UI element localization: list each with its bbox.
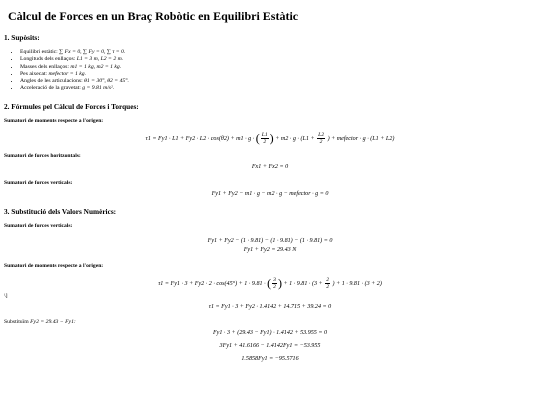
substitution-text: Substituïm Fy2 = 29.43 − Fy1: [4, 318, 76, 325]
equation-horizontal-forces: Fx1 + Fx2 = 0 [251, 163, 289, 170]
subheading-moments: Sumatori de moments respecte a l'origen: [4, 117, 104, 124]
document-title: Càlcul de Forces en un Braç Robòtic en Equilibri Estàtic [8, 9, 299, 23]
equation-substituted: Fy1 · 3 + (29.43 − Fy1) · 1.4142 + 53.955 = 0 [212, 329, 328, 336]
list-item: • Masses dels enllaços: m1 = 1 kg, m2 = 1 kg. [20, 64, 540, 71]
equation-torque-general: τ1 = Fy1 · L1 + Fy2 · L2 · cos(θ2) + m1 · g · ( $\frac{L1}{2}$ ) + m2 · g · (L1 + $\frac{L2}{2}$ ) + mefector · g · (L1 + L2) [145, 130, 395, 145]
equation-reduced: 1.5858Fy1 = −95.5716 [241, 355, 299, 362]
section-substitution-heading: 3. Substitució dels Valors Numèrics: [4, 206, 117, 216]
subheading-vertical-forces-numeric: Sumatori de forces verticals: [4, 222, 73, 229]
section-assumptions-heading: 1. Supòsits: [4, 33, 40, 42]
list-item: • Equilibri estàtic: ∑ Fx = 0, ∑ Fy = 0, ∑ τ = 0. [20, 49, 540, 56]
subheading-vertical-forces: Sumatori de forces verticals: [4, 179, 73, 186]
equation-torque-simplified: τ1 = Fy1 · 3 + Fy2 · 1.4142 + 14.715 + 39.24 = 0 [208, 303, 332, 310]
stray-delimiter: \] [4, 292, 8, 299]
equation-torque-numeric: τ1 = Fy1 · 3 + Fy2 · 2 · cos(45°) + 1 · 9.81 · ( $\frac{3}{2}$ ) + 1 · 9.81 · (3 + $\frac{2}{2}$ ) + 1 · 9.81 · (3 + 2) [158, 275, 382, 290]
equation-vertical-sum: Fy1 + Fy2 = 29.43 N [243, 246, 297, 253]
assumptions-list [0, 49, 540, 93]
list-item: • Angles de les articulacions: θ1 = 30°, θ2 = 45°. [20, 78, 540, 85]
list-item: • Longituds dels enllaços: L1 = 3 m, L2 = 2 m. [20, 56, 540, 63]
equation-expanded: 3Fy1 + 41.6166 − 1.4142Fy1 = −53.955 [219, 342, 321, 349]
fraction: $\frac{3}{2}$ [273, 276, 276, 290]
fraction: $\frac{L1}{2}$ [261, 131, 268, 145]
subheading-moments-numeric: Sumatori de moments respecte a l'origen: [4, 262, 104, 269]
equation-vertical-forces: Fy1 + Fy2 − m1 · g − m2 · g − mefector · g = 0 [211, 190, 329, 197]
subheading-horizontal-forces: Sumatori de forces horitzontals: [4, 152, 81, 159]
equation-vertical-numeric: Fy1 + Fy2 − (1 · 9.81) − (1 · 9.81) − (1 · 9.81) = 0 [207, 237, 333, 244]
list-item: • Acceleració de la gravetat: g = 9.81 m/s². [20, 85, 540, 92]
list-item: • Pes aixecat: mefector = 1 kg. [20, 71, 540, 78]
section-formulas-heading: 2. Fórmules pel Càlcul de Forces i Torques: [4, 101, 139, 111]
fraction: $\frac{L2}{2}$ [318, 131, 325, 145]
fraction: $\frac{2}{2}$ [326, 276, 329, 290]
